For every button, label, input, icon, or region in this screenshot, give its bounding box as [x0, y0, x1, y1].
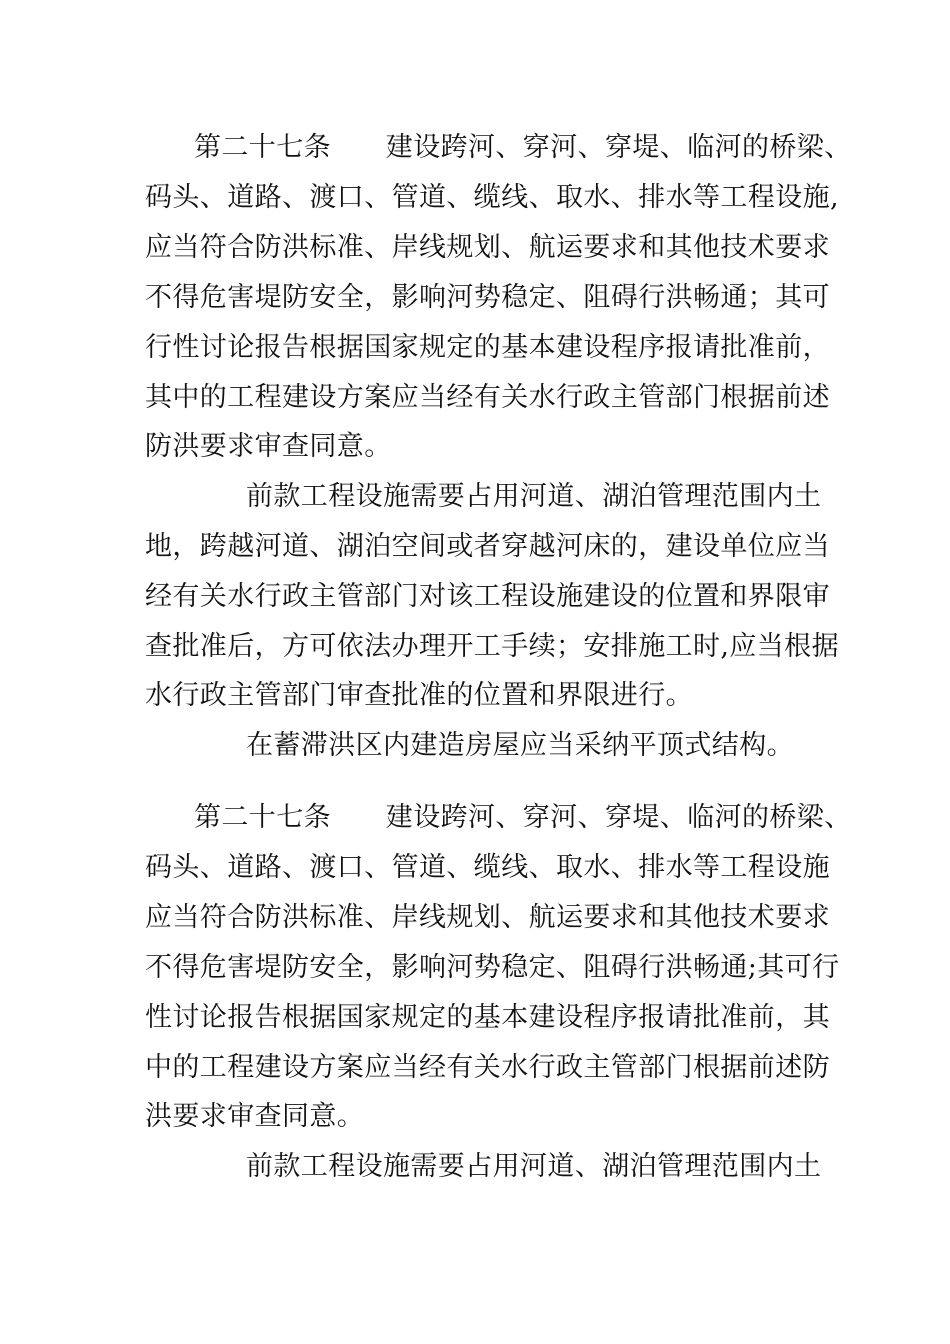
text-line: 地，跨越河道、湖泊空间或者穿越河床的，建设单位应当: [145, 531, 830, 562]
text-line: 不得危害堤防安全，影响河势稳定、阻碍行洪畅通；其可: [145, 282, 830, 313]
text-line: 性讨论报告根据国家规定的基本建设程序报请批准前，其: [145, 1002, 830, 1033]
text-line: 防洪要求审查同意。: [145, 431, 392, 462]
article-27-repeat-heading-line: 第二十七条 建设跨河、穿河、穿堤、临河的桥梁、: [194, 802, 852, 833]
text-line: 码头、道路、渡口、管道、缆线、取水、排水等工程设施: [145, 852, 830, 883]
paragraph-repeat-first-line: 前款工程设施需要占用河道、湖泊管理范围内土: [246, 1151, 822, 1182]
text-line: 码头、道路、渡口、管道、缆线、取水、排水等工程设施,: [145, 182, 839, 213]
text-line: 应当符合防洪标准、岸线规划、航运要求和其他技术要求: [145, 232, 830, 263]
text-line: 中的工程建设方案应当经有关水行政主管部门根据前述防: [145, 1052, 830, 1083]
text-line: 行性讨论报告根据国家规定的基本建设程序报请批准前，: [145, 332, 830, 363]
text-line: 查批准后，方可依法办理开工手续；安排施工时,应当根据: [145, 631, 839, 662]
paragraph-2-first-line: 前款工程设施需要占用河道、湖泊管理范围内土: [246, 481, 822, 512]
article-27-heading-line: 第二十七条 建设跨河、穿河、穿堤、临河的桥梁、: [194, 132, 852, 163]
text-line: 其中的工程建设方案应当经有关水行政主管部门根据前述: [145, 382, 830, 413]
paragraph-3-line: 在蓄滞洪区内建造房屋应当采纳平顶式结构。: [246, 730, 794, 761]
text-line: 洪要求审查同意。: [145, 1101, 365, 1132]
text-line: 经有关水行政主管部门对该工程设施建设的位置和界限审: [145, 581, 830, 612]
text-line: 应当符合防洪标准、岸线规划、航运要求和其他技术要求: [145, 902, 830, 933]
text-line: 不得危害堤防安全，影响河势稳定、阻碍行洪畅通;其可行: [145, 952, 840, 983]
text-line: 水行政主管部门审查批准的位置和界限进行。: [145, 680, 693, 711]
